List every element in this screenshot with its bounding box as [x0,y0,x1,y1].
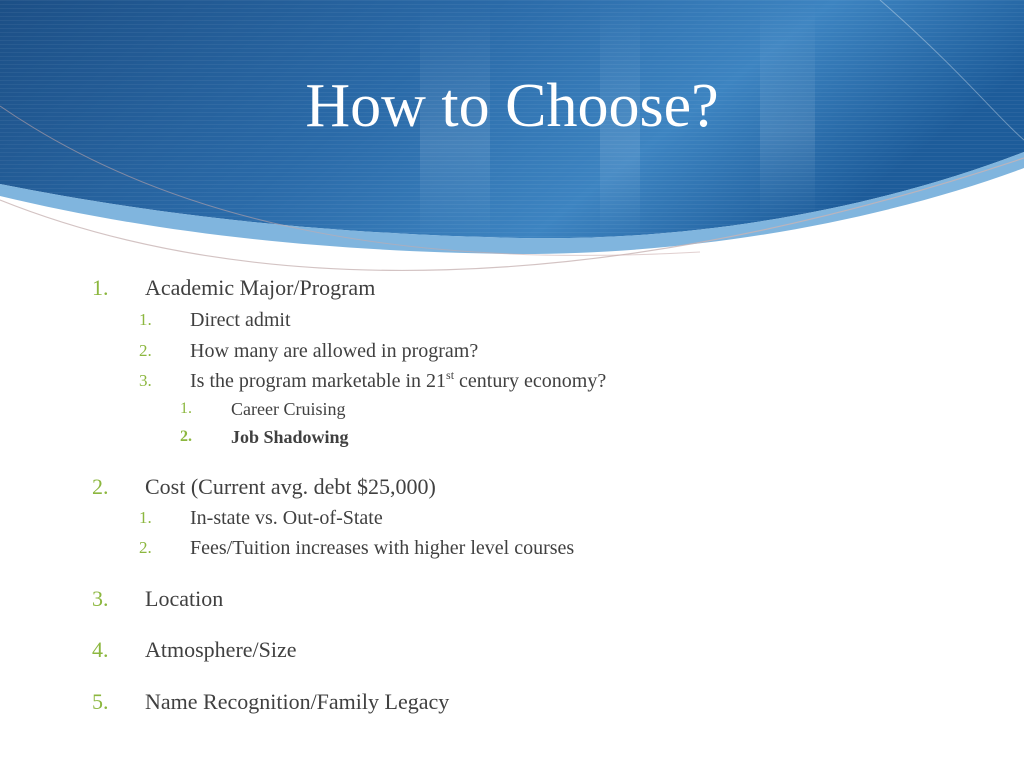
slide-title-text: How to Choose? [305,72,719,140]
list-number: 4. [92,637,109,662]
sub-sub-list-item-label: Career Cruising [231,399,346,419]
text-after-superscript: century economy? [454,370,607,392]
sub-list-item-label [190,369,606,393]
slide-title [0,66,1024,146]
list-item-label: Academic Major/Program [145,275,376,300]
list-number: 5. [92,689,109,714]
sub-list-item-label: Direct admit [190,309,291,331]
list-number: 2. [139,538,152,557]
list-number: 1. [180,400,192,417]
list-item-label: Name Recognition/Family Legacy [145,689,450,714]
list-number: 2. [180,428,192,445]
list-number: 3. [139,371,152,390]
list-number: 1. [139,310,152,329]
text-before-superscript: Is the program marketable in 21 [190,370,447,392]
sub-list-item-label: Fees/Tuition increases with higher level courses [190,537,575,559]
list-number: 3. [92,586,109,611]
sub-list-item-label: How many are allowed in program? [190,340,479,362]
list-item-label: Location [145,586,224,611]
list-item-label: Atmosphere/Size [145,637,297,662]
list-number: 2. [139,341,152,360]
list-item-label: Cost (Current avg. debt $25,000) [145,474,436,499]
sub-sub-list-item-label: Job Shadowing [231,427,349,447]
list-number: 1. [139,508,152,527]
list-number: 1. [92,275,109,300]
list-number: 2. [92,474,109,499]
superscript: st [446,368,455,382]
sub-list-item-label: In-state vs. Out-of-State [190,507,383,529]
